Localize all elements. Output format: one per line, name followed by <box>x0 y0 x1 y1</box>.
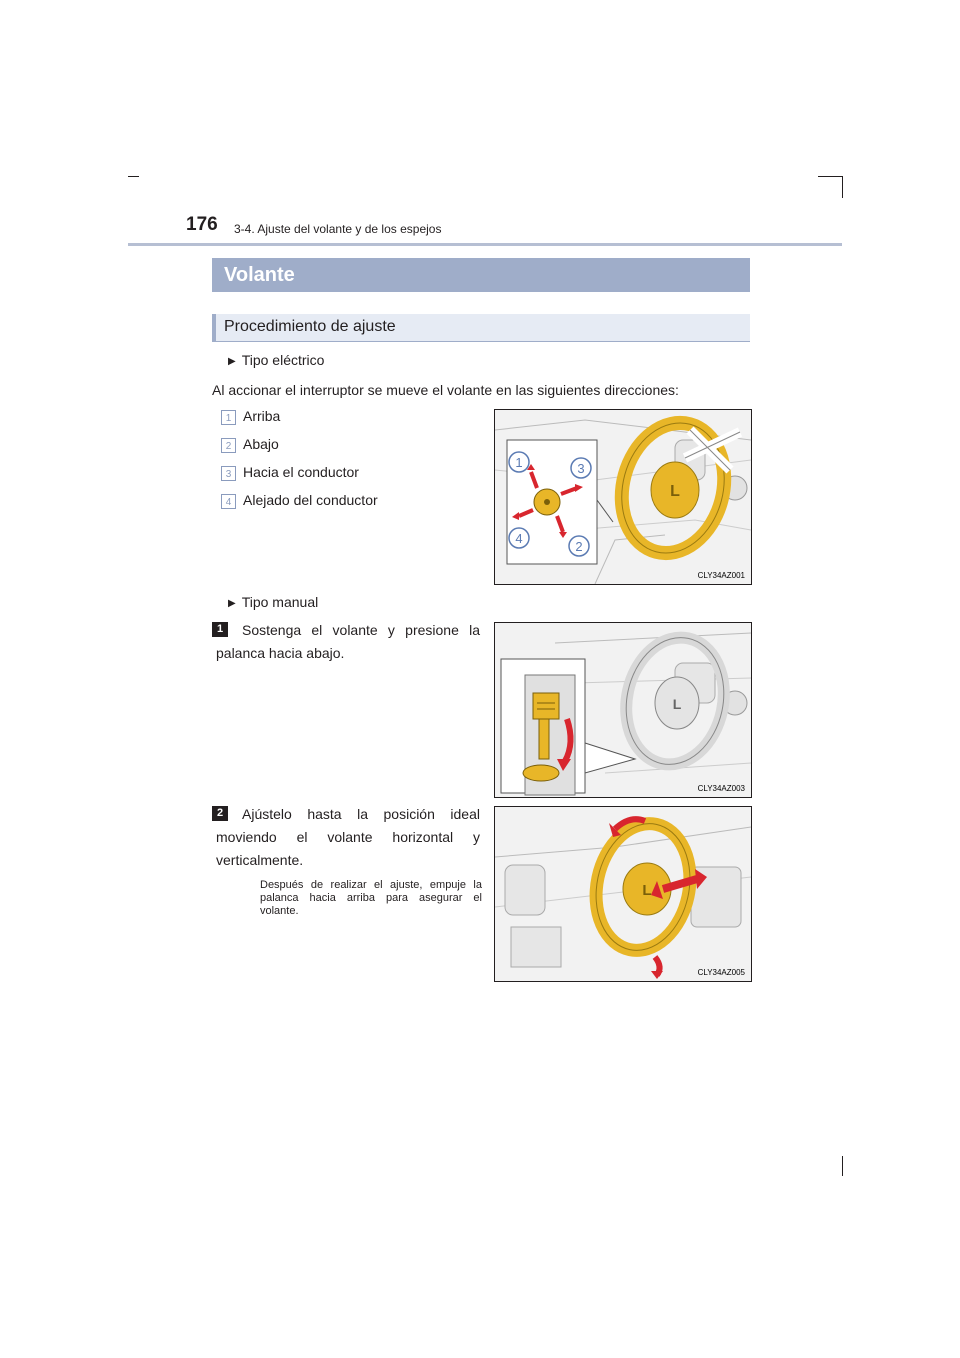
list-label-2: Abajo <box>243 436 279 452</box>
svg-text:L: L <box>642 882 652 899</box>
electric-type-heading <box>228 352 324 368</box>
electric-heading-text: Tipo eléctrico <box>241 352 325 368</box>
manual-heading-text: Tipo manual <box>241 594 319 610</box>
figure-electric-adjustment <box>494 409 752 585</box>
svg-text:L: L <box>670 483 680 500</box>
list-label-1: Arriba <box>243 408 281 424</box>
crop-mark-top-right-v <box>842 176 843 198</box>
triangle-bullet-icon: ▶ <box>228 598 236 609</box>
list-label-4: Alejado del conductor <box>243 492 378 508</box>
list-number-4: 4 <box>221 494 236 509</box>
manual-type-heading <box>228 594 318 610</box>
callout-3: 3 <box>577 461 585 476</box>
figure-code-3: CLY34AZ005 <box>697 968 745 977</box>
figure-code-1: CLY34AZ001 <box>697 571 745 580</box>
chapter-title: 3-4. Ajuste del volante y de los espejos <box>234 222 442 236</box>
crop-mark-top-left <box>128 176 139 177</box>
figure-manual-adjust <box>494 806 752 982</box>
section-title: Volante <box>212 258 750 292</box>
crop-mark-top-right-h <box>818 176 842 177</box>
subsection-stripe <box>212 314 216 341</box>
step-number-2: 2 <box>212 806 228 821</box>
callout-1: 1 <box>515 455 523 470</box>
electric-intro: Al accionar el interruptor se mueve el volante en las siguientes direcciones: <box>212 382 679 398</box>
svg-text:L: L <box>672 696 682 712</box>
figure-manual-lever <box>494 622 752 798</box>
triangle-bullet-icon: ▶ <box>228 356 236 367</box>
step-text-1: Sostenga el volante y presione la palanca hacia abajo. <box>216 622 480 661</box>
page-number: 176 <box>186 214 218 235</box>
callout-2: 2 <box>575 539 583 554</box>
step-note-2: Después de realizar el ajuste, empuje la palanca hacia arriba para asegurar el volante. <box>260 879 482 917</box>
list-number-1: 1 <box>221 410 236 425</box>
list-label-3: Hacia el conductor <box>243 464 359 480</box>
list-number-3: 3 <box>221 466 236 481</box>
callout-4: 4 <box>515 531 523 546</box>
crop-mark-bottom-right <box>842 1156 843 1176</box>
list-number-2: 2 <box>221 438 236 453</box>
figure-code-2: CLY34AZ003 <box>697 784 745 793</box>
header-rule <box>128 243 842 246</box>
subsection-title: Procedimiento de ajuste <box>224 318 396 335</box>
step-text-2: Ajústelo hasta la posición ideal moviendo el volante horizontal y verticalmente. <box>216 806 480 868</box>
step-number-1: 1 <box>212 622 228 637</box>
subsection-header <box>212 314 750 342</box>
